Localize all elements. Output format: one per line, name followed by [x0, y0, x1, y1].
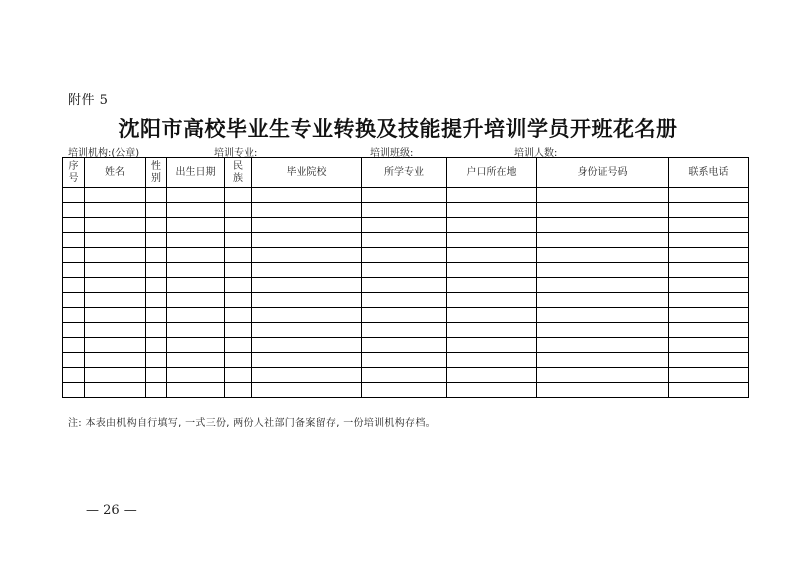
table-cell — [362, 233, 447, 248]
table-cell — [85, 353, 146, 368]
table-cell — [167, 323, 225, 338]
table-cell — [669, 308, 749, 323]
table-cell — [669, 353, 749, 368]
table-cell — [447, 263, 537, 278]
table-cell — [85, 368, 146, 383]
footnote: 注: 本表由机构自行填写, 一式三份, 两份人社部门备案留存, 一份培训机构存档。 — [68, 418, 436, 429]
document-title: 沈阳市高校毕业生专业转换及技能提升培训学员开班花名册 — [118, 116, 678, 141]
table-cell — [63, 248, 85, 263]
table-cell — [225, 323, 252, 338]
table-cell — [669, 233, 749, 248]
table-cell — [146, 233, 167, 248]
table-cell — [167, 308, 225, 323]
table-row — [63, 308, 749, 323]
table-cell — [85, 338, 146, 353]
table-cell — [225, 233, 252, 248]
table-cell — [669, 248, 749, 263]
table-cell — [537, 308, 669, 323]
table-cell — [167, 353, 225, 368]
table-cell — [669, 188, 749, 203]
table-cell — [669, 338, 749, 353]
table-cell — [146, 248, 167, 263]
table-cell — [85, 293, 146, 308]
table-cell — [447, 338, 537, 353]
table-cell — [252, 293, 362, 308]
table-cell — [669, 323, 749, 338]
table-cell — [537, 233, 669, 248]
table-cell — [537, 203, 669, 218]
table-cell — [146, 338, 167, 353]
table-cell — [63, 293, 85, 308]
table-row — [63, 338, 749, 353]
table-cell — [447, 218, 537, 233]
table-cell — [537, 383, 669, 398]
table-cell — [63, 353, 85, 368]
table-cell — [63, 323, 85, 338]
table-cell — [146, 383, 167, 398]
table-cell — [63, 383, 85, 398]
table-cell — [167, 263, 225, 278]
col-header-school: 毕业院校 — [252, 158, 362, 188]
table-cell — [252, 248, 362, 263]
table-cell — [447, 368, 537, 383]
table-cell — [63, 203, 85, 218]
training-count-field: 培训人数: — [514, 148, 558, 159]
page-number: — 26 — — [86, 503, 137, 518]
table-cell — [146, 293, 167, 308]
table-cell — [85, 308, 146, 323]
table-cell — [447, 293, 537, 308]
table-cell — [447, 188, 537, 203]
col-header-gender: 性别 — [146, 158, 167, 188]
table-cell — [447, 278, 537, 293]
table-cell — [362, 383, 447, 398]
table-cell — [362, 353, 447, 368]
table-cell — [146, 263, 167, 278]
table-cell — [85, 263, 146, 278]
table-cell — [85, 233, 146, 248]
table-row — [63, 233, 749, 248]
table-cell — [146, 308, 167, 323]
table-cell — [537, 188, 669, 203]
table-cell — [537, 353, 669, 368]
table-cell — [447, 308, 537, 323]
table-cell — [669, 203, 749, 218]
table-cell — [167, 383, 225, 398]
table-header-row — [63, 158, 749, 188]
table-cell — [447, 248, 537, 263]
table-cell — [63, 188, 85, 203]
col-header-phone: 联系电话 — [669, 158, 749, 188]
table-cell — [362, 308, 447, 323]
table-cell — [146, 353, 167, 368]
table-cell — [252, 278, 362, 293]
table-cell — [669, 293, 749, 308]
table-cell — [63, 308, 85, 323]
table-cell — [146, 218, 167, 233]
table-cell — [537, 293, 669, 308]
table-cell — [537, 368, 669, 383]
table-cell — [85, 278, 146, 293]
table-cell — [225, 203, 252, 218]
table-row — [63, 248, 749, 263]
table-cell — [252, 308, 362, 323]
form-meta-row — [68, 144, 748, 158]
table-cell — [167, 248, 225, 263]
table-cell — [63, 233, 85, 248]
table-cell — [167, 188, 225, 203]
table-cell — [146, 203, 167, 218]
table-cell — [225, 293, 252, 308]
table-cell — [146, 368, 167, 383]
table-cell — [669, 383, 749, 398]
table-cell — [362, 188, 447, 203]
table-row — [63, 278, 749, 293]
table-cell — [362, 323, 447, 338]
table-cell — [85, 383, 146, 398]
roster-table — [62, 157, 749, 398]
col-header-residence: 户口所在地 — [447, 158, 537, 188]
table-cell — [537, 263, 669, 278]
table-cell — [362, 338, 447, 353]
table-cell — [85, 188, 146, 203]
table-cell — [252, 353, 362, 368]
table-cell — [362, 278, 447, 293]
training-class-field: 培训班级: — [370, 148, 414, 159]
table-cell — [669, 263, 749, 278]
table-cell — [252, 368, 362, 383]
table-cell — [225, 308, 252, 323]
training-major-field: 培训专业: — [214, 148, 258, 159]
table-cell — [225, 188, 252, 203]
table-cell — [447, 323, 537, 338]
col-header-major: 所学专业 — [362, 158, 447, 188]
table-cell — [63, 368, 85, 383]
table-cell — [146, 323, 167, 338]
col-header-birthdate: 出生日期 — [167, 158, 225, 188]
table-cell — [167, 218, 225, 233]
table-cell — [447, 233, 537, 248]
table-cell — [167, 368, 225, 383]
table-row — [63, 368, 749, 383]
table-cell — [447, 383, 537, 398]
table-row — [63, 263, 749, 278]
table-cell — [63, 278, 85, 293]
table-cell — [537, 218, 669, 233]
table-cell — [85, 248, 146, 263]
table-cell — [167, 338, 225, 353]
col-header-name: 姓名 — [85, 158, 146, 188]
table-cell — [537, 278, 669, 293]
table-cell — [225, 368, 252, 383]
table-cell — [225, 278, 252, 293]
table-cell — [362, 293, 447, 308]
table-cell — [225, 218, 252, 233]
table-cell — [167, 233, 225, 248]
table-row — [63, 218, 749, 233]
table-row — [63, 353, 749, 368]
table-cell — [85, 323, 146, 338]
table-cell — [362, 368, 447, 383]
table-cell — [167, 278, 225, 293]
training-org-field: 培训机构:(公章) — [68, 148, 140, 159]
table-cell — [225, 263, 252, 278]
table-row — [63, 203, 749, 218]
table-cell — [167, 293, 225, 308]
table-cell — [252, 188, 362, 203]
table-cell — [537, 338, 669, 353]
col-header-ethnicity: 民族 — [225, 158, 252, 188]
table-cell — [85, 218, 146, 233]
table-cell — [252, 338, 362, 353]
table-cell — [63, 263, 85, 278]
table-cell — [146, 188, 167, 203]
table-cell — [252, 323, 362, 338]
table-cell — [252, 263, 362, 278]
table-cell — [669, 218, 749, 233]
table-cell — [362, 248, 447, 263]
table-cell — [252, 383, 362, 398]
table-cell — [447, 203, 537, 218]
roster-body — [63, 188, 749, 398]
table-row — [63, 188, 749, 203]
table-cell — [85, 203, 146, 218]
table-cell — [225, 248, 252, 263]
table-cell — [63, 338, 85, 353]
table-cell — [669, 278, 749, 293]
table-cell — [362, 203, 447, 218]
table-cell — [63, 218, 85, 233]
table-cell — [537, 248, 669, 263]
table-cell — [447, 353, 537, 368]
table-row — [63, 383, 749, 398]
table-cell — [167, 203, 225, 218]
table-cell — [146, 278, 167, 293]
table-cell — [362, 218, 447, 233]
table-cell — [537, 323, 669, 338]
table-row — [63, 323, 749, 338]
table-cell — [252, 203, 362, 218]
table-cell — [252, 218, 362, 233]
table-cell — [225, 353, 252, 368]
attachment-label: 附件 5 — [68, 93, 109, 108]
table-cell — [225, 338, 252, 353]
table-cell — [252, 233, 362, 248]
table-cell — [669, 368, 749, 383]
table-cell — [362, 263, 447, 278]
col-header-id-number: 身份证号码 — [537, 158, 669, 188]
table-cell — [225, 383, 252, 398]
col-header-serial: 序号 — [63, 158, 85, 188]
table-row — [63, 293, 749, 308]
